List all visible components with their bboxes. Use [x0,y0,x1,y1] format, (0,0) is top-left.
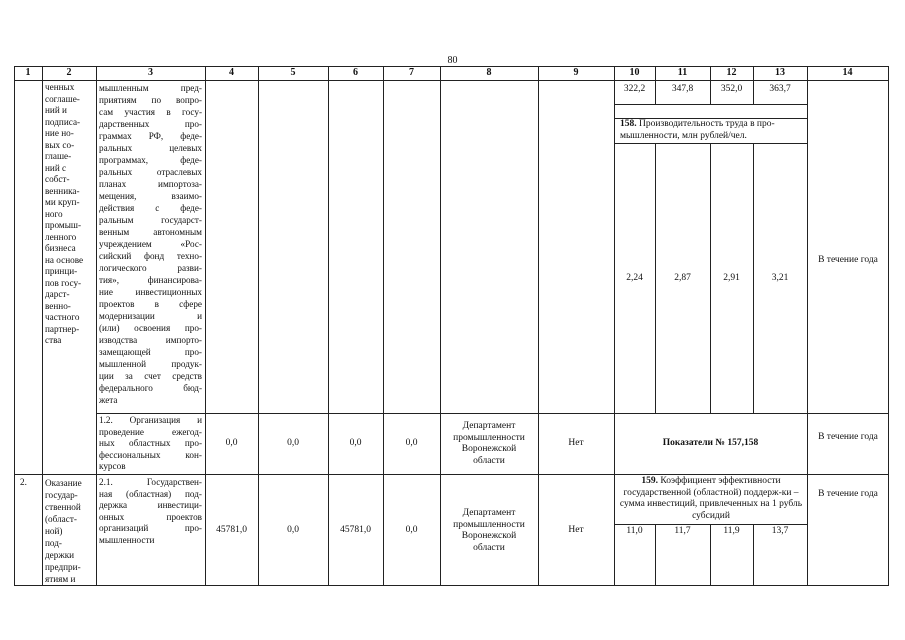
row1-value-12: 2,91 [723,273,740,283]
header-col-1: 1 [25,67,31,78]
row3-value-11: 11,7 [674,526,691,536]
row2-col14-term: В течение года [818,432,878,442]
row3-col7: 0,0 [405,525,418,535]
row3-col4: 45781,0 [216,525,247,535]
row2-col3-text: 1.2. Организация и проведение ежегод- ных областных про- фессиональных кон- курсов [99,415,202,471]
row3-col1-number: 2. [20,477,27,487]
row1-value-10: 2,24 [626,273,643,283]
header-col-12: 12 [726,67,737,78]
header-col-14: 14 [842,67,853,78]
header-col-9: 9 [573,67,579,78]
header-col-6: 6 [353,67,358,78]
page-number: 80 [447,55,458,66]
row3-col14-term: В течение года [818,489,878,499]
header-col-4: 4 [229,67,234,78]
header-col-10: 10 [629,67,640,78]
row3-value-13: 13,7 [771,526,789,536]
indicator-158: 158. Производительность труда в про-мышленности, млн рублей/чел. [620,119,775,141]
row3-col5: 0,0 [287,525,299,535]
row2-col6: 0,0 [349,438,362,448]
row1-col2-text: ченных соглаше- ний и подписа- ние но- вых со- глаше- ний с собст- венника- ми круп- ного промыш- ленного бизнеса на основе принци- пов госу- дарст- венно- частного партнер- ства [45,82,84,345]
header-col-3: 3 [148,67,153,78]
row3-value-10: 11,0 [626,526,643,536]
row1-value-13: 3,21 [771,273,789,283]
row2-col9: Нет [568,438,584,448]
row3-col8-department: Департамент промышленности Воронежской области [453,508,525,553]
row1-top-value-11: 347,8 [671,84,694,94]
row2-col8-department: Департамент промышленности Воронежской области [453,421,525,466]
row3-col2-text: Оказание государ- ственной (област- ной) под- держки предпри- ятиям и [45,478,82,584]
indicator-159: 159. Коэффициент эффективности государственной (областной) поддерж-ки – сумма инвестиций, привлеченных на 1 рубль субсидий [619,476,803,521]
row3-col9: Нет [568,525,584,535]
header-col-5: 5 [290,67,296,78]
row1-col3-text: мышленным пред- приятиям по вопро- сам участия в госу- дарственных про- граммах РФ, феде- ральных целевых программах, феде- ральных отраслевых планах импортоза- мещения, взаимо- действия с феде- ральным государст- венным автономным учреждением «Рос- сийский фонд техно- логического разви- тия», финансирова- ние инвестиционных проектов в сфере модернизации и (или) освоения про- изводства импорто- замещающей про- мышленной продук- ции за счет средств федерального бюд- жета [99,83,202,405]
row3-value-12: 11,9 [723,526,740,536]
header-col-11: 11 [677,67,688,78]
header-col-13: 13 [775,67,785,78]
row1-value-11: 2,87 [674,273,691,283]
row1-top-value-12: 352,0 [720,84,743,94]
row2-indicators: Показатели № 157,158 [662,438,759,448]
row2-col4: 0,0 [225,438,238,448]
header-col-7: 7 [409,67,414,78]
row3-col6: 45781,0 [340,525,371,535]
row1-top-value-10: 322,2 [623,84,646,94]
row1-col14-term: В течение года [818,255,878,265]
row3-col3-text: 2.1. Государствен- ная (областная) под- держка инвестици- онных проектов организаций про- мышленности [99,477,202,545]
header-col-8: 8 [486,67,492,78]
row2-col5: 0,0 [287,438,299,448]
header-col-2: 2 [66,67,72,78]
row2-col7: 0,0 [405,438,418,448]
row1-top-value-13: 363,7 [769,84,791,94]
